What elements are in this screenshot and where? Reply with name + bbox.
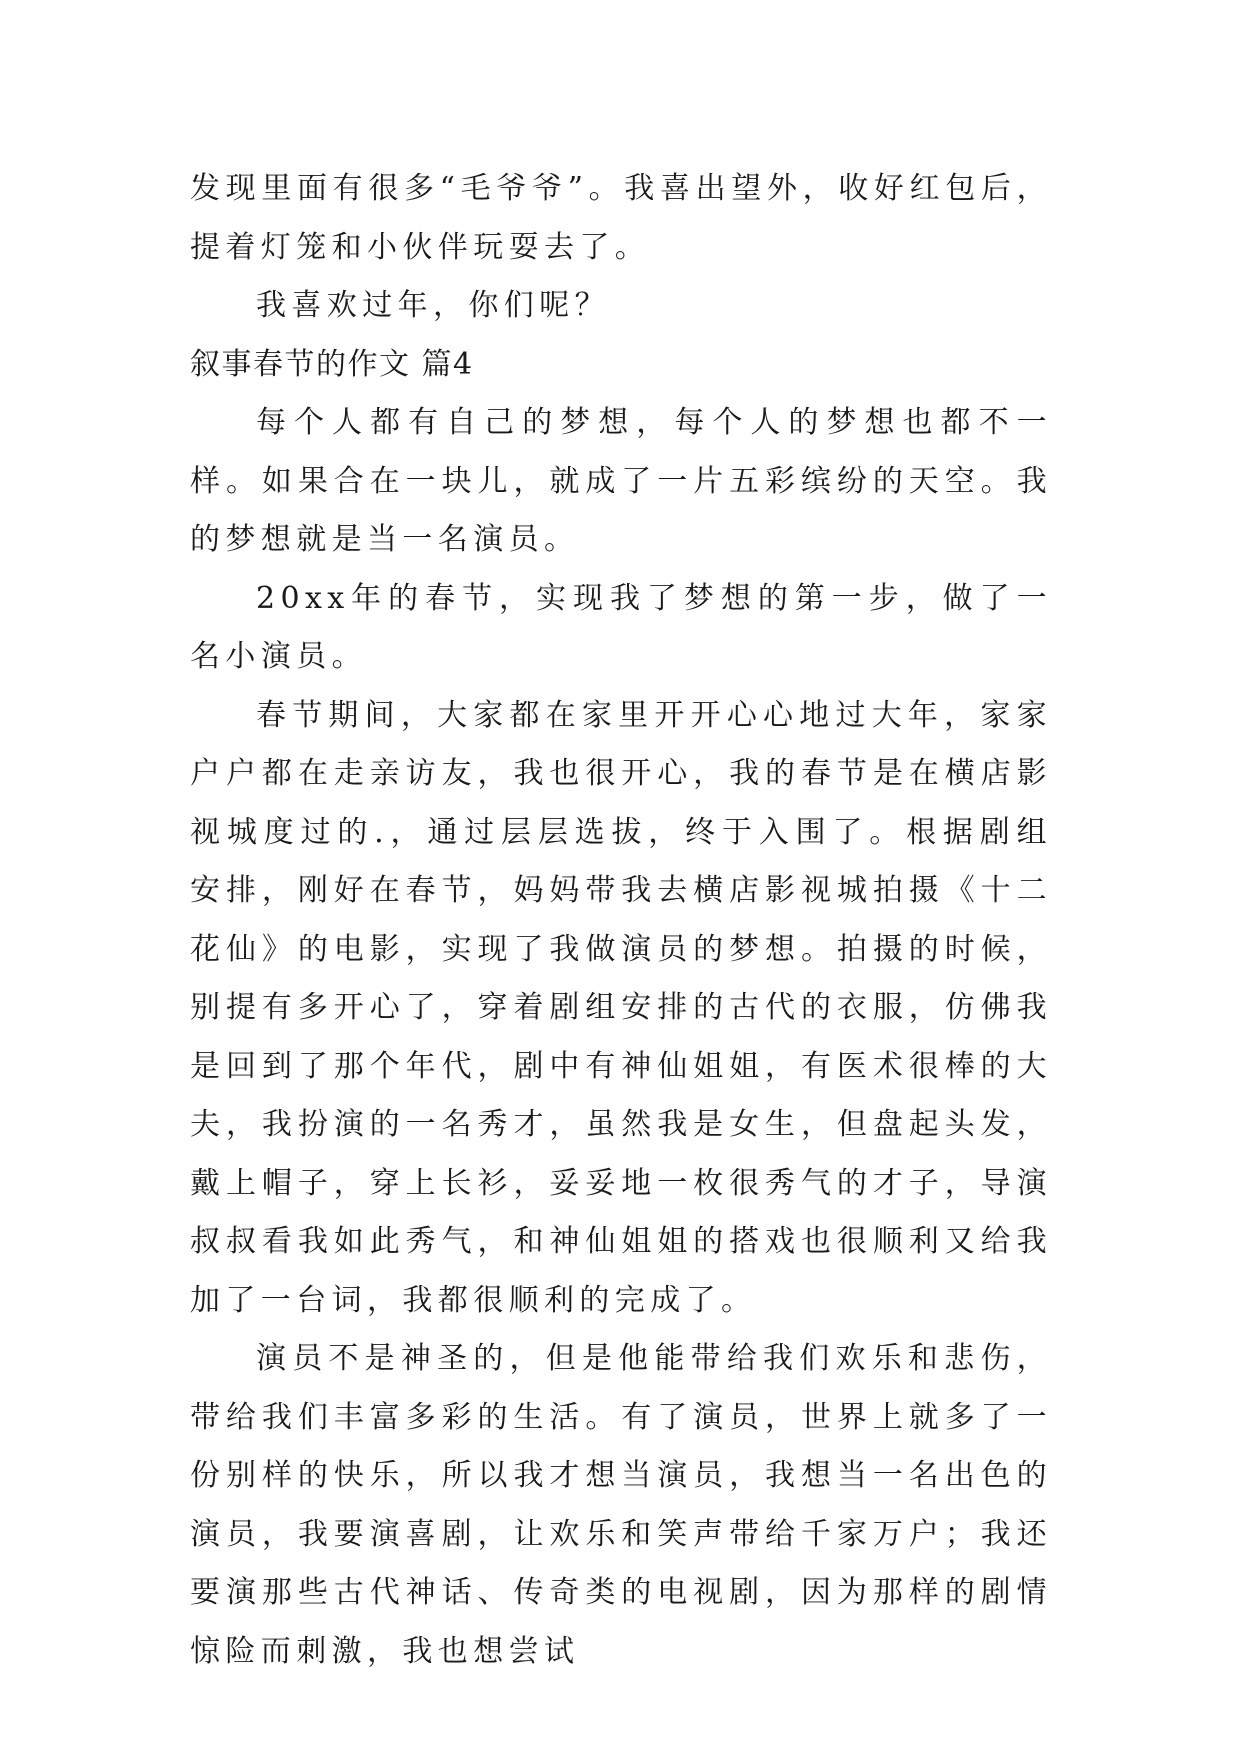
paragraph-closing-question: 我喜欢过年，你们呢？: [256, 288, 610, 323]
paragraph-dream-intro: 每个人都有自己的梦想，每个人的梦想也都不一样。如果合在一块儿，就成了一片五彩缤纷的天空。我的梦想就是当一名演员。: [190, 405, 1052, 557]
paragraph-first-step: 20xx年的春节，实现我了梦想的第一步，做了一名小演员。: [190, 580, 1052, 674]
essay-heading: 叙事春节的作文 篇4: [190, 346, 474, 382]
paragraph-spring-festival-filming: 春节期间，大家都在家里开开心心地过大年，家家户户都在走亲访友，我也很开心，我的春节是在横店影视城度过的.，通过层层选拔，终于入围了。根据剧组安排，刚好在春节，妈妈带我去横店影视城拍摄《十二花仙》的电影，实现了我做演员的梦想。拍摄的时候，别提有多开心了，穿着剧组安排的古代的衣服，仿佛我是回到了那个年代，剧中有神仙姐姐，有医术很棒的大夫，我扮演的一名秀才，虽然我是女生，但盘起头发，戴上帽子，穿上长衫，妥妥地一枚很秀气的才子，导演叔叔看我如此秀气，和神仙姐姐的搭戏也很顺利又给我加了一台词，我都很顺利的完成了。: [190, 697, 1052, 1318]
document-body: [190, 160, 1052, 1681]
paragraph-actor-reflection: 演员不是神圣的，但是他能带给我们欢乐和悲伤，带给我们丰富多彩的生活。有了演员，世界上就多了一份别样的快乐，所以我才想当演员，我想当一名出色的演员，我要演喜剧，让欢乐和笑声带给千家万户；我还要演那些古代神话、传奇类的电视剧，因为那样的剧情惊险而刺激，我也想尝试: [190, 1341, 1052, 1669]
paragraph-continuation: 发现里面有很多“毛爷爷”。我喜出望外，收好红包后，提着灯笼和小伙伴玩耍去了。: [190, 171, 1052, 265]
